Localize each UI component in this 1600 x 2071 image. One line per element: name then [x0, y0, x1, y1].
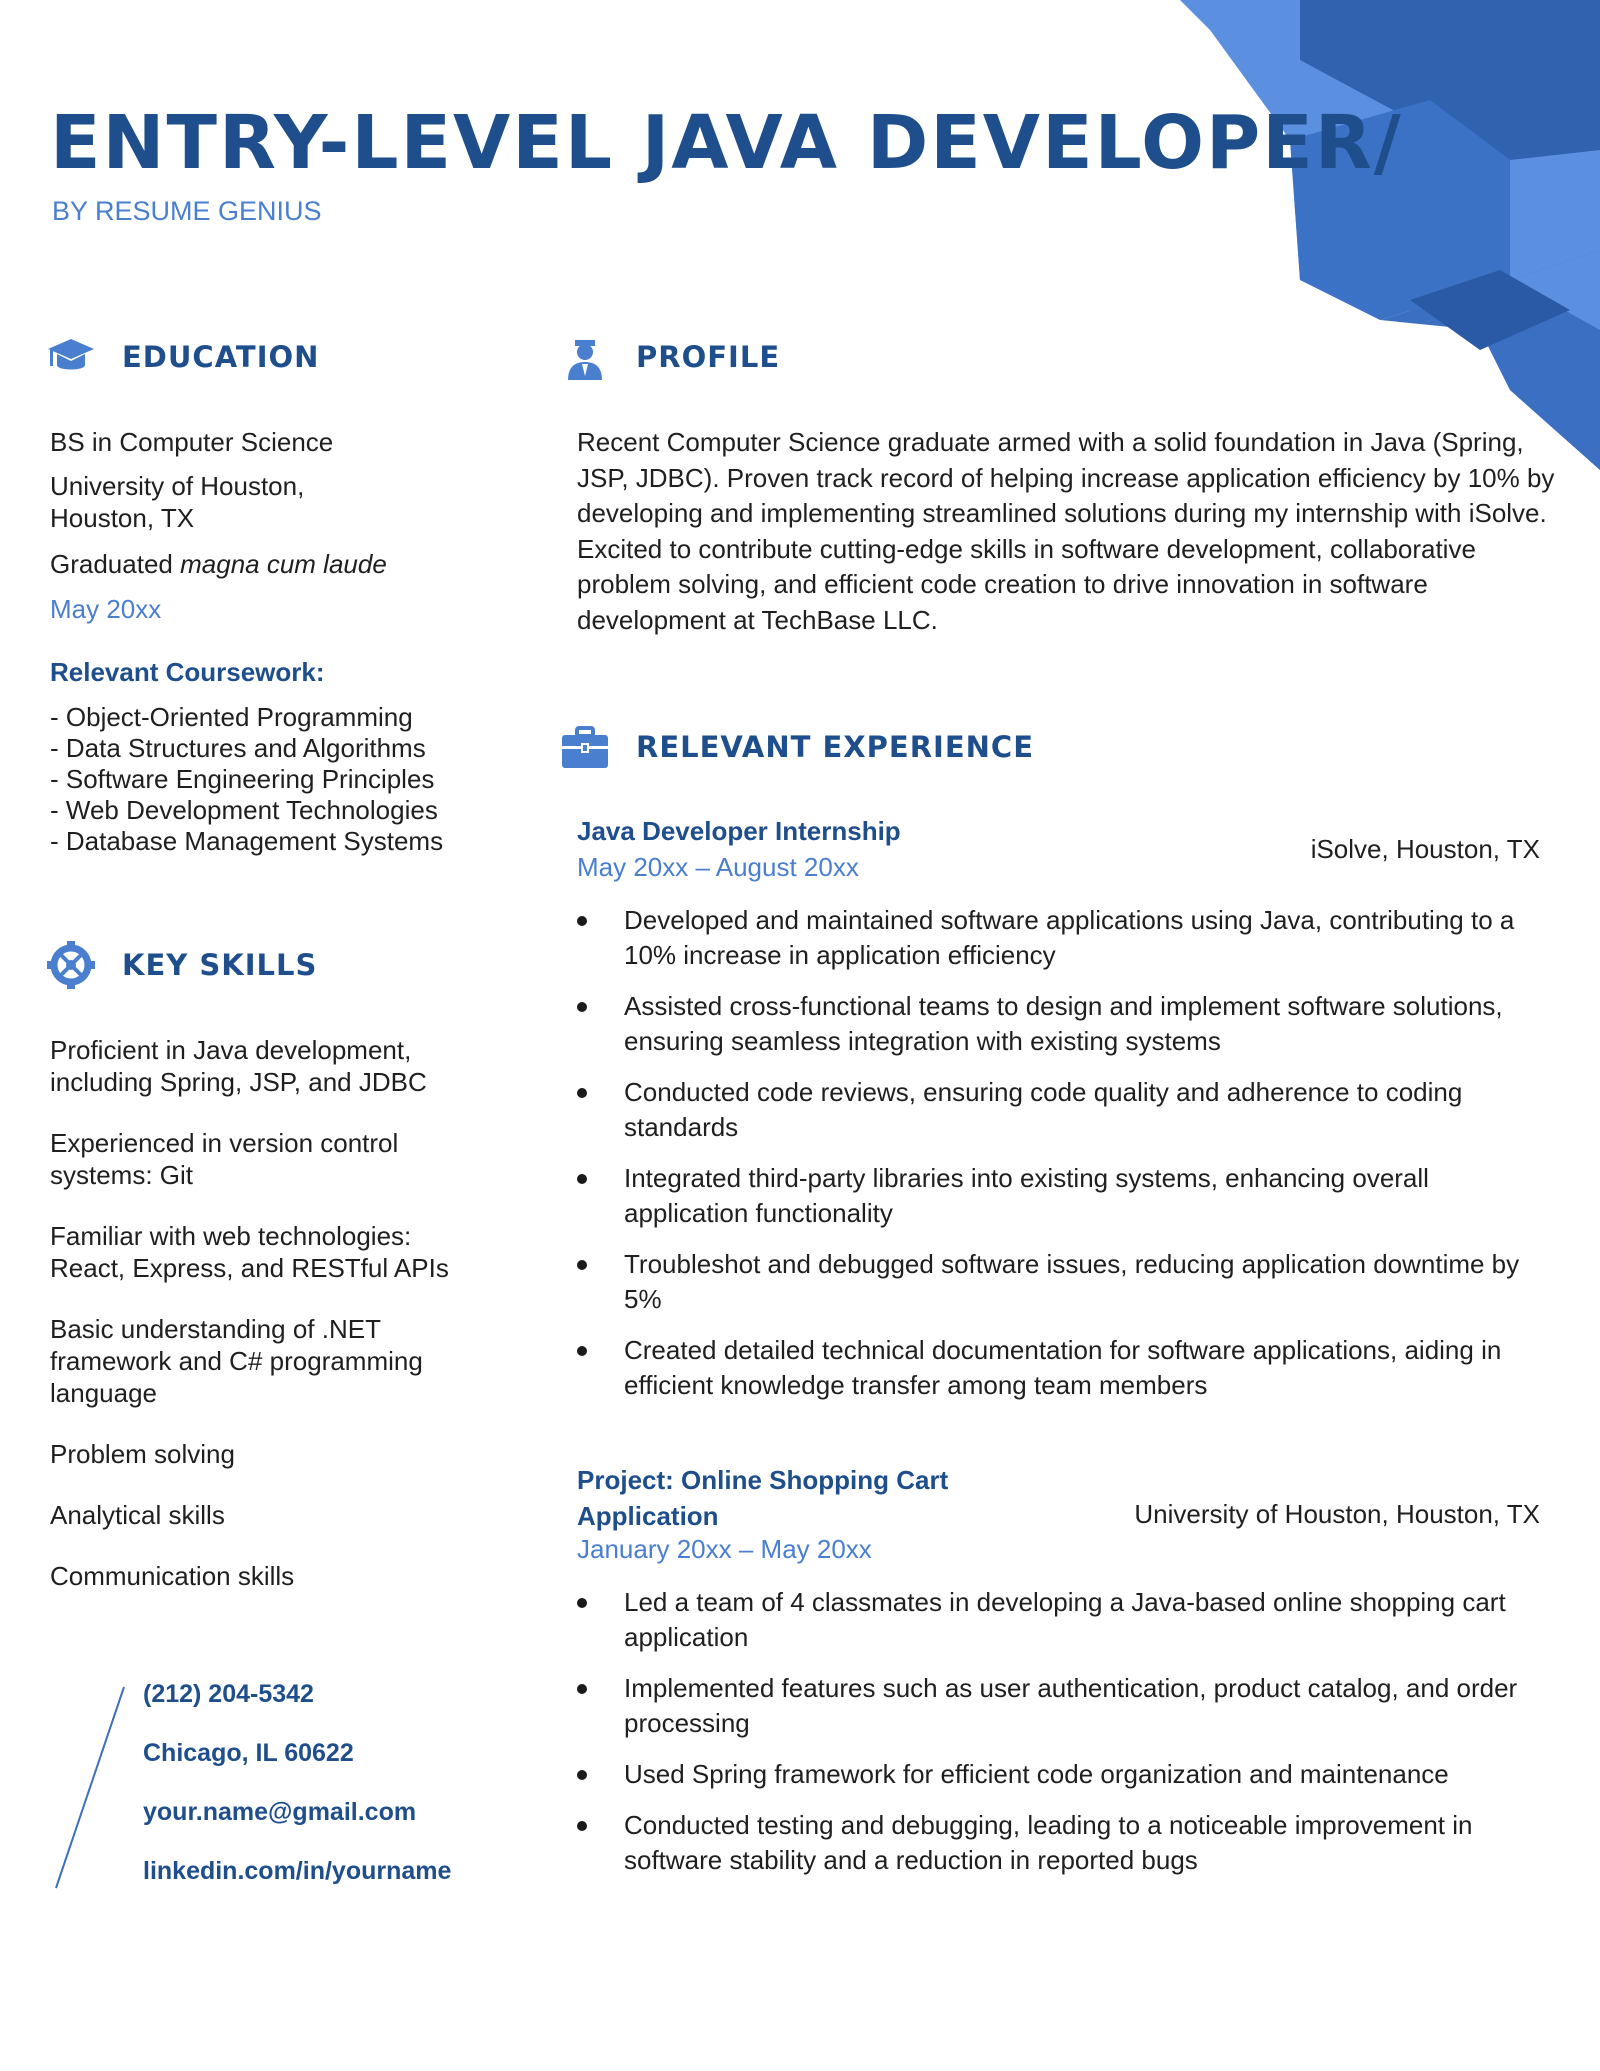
education-honors-prefix: Graduated [50, 549, 173, 579]
education-date: May 20xx [50, 594, 162, 624]
project-dates: January 20xx – May 20xx [577, 1534, 872, 1564]
skill-item: Familiar with web technologies: React, Express, and RESTful APIs [50, 1221, 449, 1283]
list-item: Conducted code reviews, ensuring code quality and adherence to coding standards [577, 1075, 1557, 1145]
skill-item: Communication skills [50, 1561, 295, 1591]
contact-linkedin[interactable]: linkedin.com/in/yourname [143, 1857, 452, 1885]
resume-title: ENTRY-LEVEL JAVA DEVELOPER/ [50, 100, 1403, 186]
skill-item: Experienced in version control systems: Git [50, 1128, 399, 1190]
list-item: - Software Engineering Principles [50, 764, 435, 794]
education-university [50, 470, 304, 534]
job-dates: May 20xx – August 20xx [577, 852, 859, 882]
coursework-list [50, 702, 443, 857]
skills-heading: KEY SKILLS [122, 948, 318, 982]
list-item: - Data Structures and Algorithms [50, 733, 426, 763]
resume-byline: BY RESUME GENIUS [52, 196, 322, 226]
project-title-line: Application [577, 1501, 719, 1531]
list-item: Assisted cross-functional teams to design and implement software solutions, ensuring seamless integration with existing systems [577, 989, 1557, 1059]
coursework-heading: Relevant Coursework: [50, 657, 325, 687]
list-item: Used Spring framework for efficient code organization and maintenance [577, 1757, 1557, 1792]
education-honors [50, 548, 387, 580]
education-honors-latin: magna cum laude [180, 549, 387, 579]
education-header [46, 332, 319, 382]
project-bullets [577, 1585, 1557, 1894]
project-location: University of Houston, Houston, TX [1134, 1499, 1540, 1529]
education-heading: EDUCATION [122, 340, 320, 374]
contact-email[interactable]: your.name@gmail.com [143, 1798, 417, 1826]
project-title-line: Project: Online Shopping Cart [577, 1465, 949, 1495]
experience-heading: RELEVANT EXPERIENCE [636, 730, 1035, 764]
skill-item: Proficient in Java development, including Spring, JSP, and JDBC [50, 1035, 427, 1097]
experience-header [560, 722, 1034, 772]
skill-item: Problem solving [50, 1439, 235, 1469]
graduation-cap-icon [46, 332, 96, 382]
skill-item: Analytical skills [50, 1500, 225, 1530]
education-university-name: University of Houston, [50, 471, 305, 501]
profile-summary: Recent Computer Science graduate armed with a solid foundation in Java (Spring, JSP, JDBC). Proven track record of helping increase application efficiency by 10% by developing and implementing streamlined solutions during my internship with iSolve. Excited to contribute cutting-edge skills in software development, collaborative problem solving, and efficient code creation to drive innovation in software development at TechBase LLC. [577, 427, 1555, 635]
decorative-corner-cubes [1180, 0, 1600, 470]
profile-heading: PROFILE [636, 340, 781, 374]
list-item: Led a team of 4 classmates in developing a Java-based online shopping cart application [577, 1585, 1557, 1655]
list-item: Created detailed technical documentation for software applications, aiding in efficient knowledge transfer among team members [577, 1333, 1557, 1403]
briefcase-icon [560, 722, 610, 772]
job-title: Java Developer Internship [577, 816, 901, 846]
education-degree: BS in Computer Science [50, 427, 334, 457]
project-title [577, 1462, 948, 1534]
list-item: Implemented features such as user authentication, product catalog, and order processing [577, 1671, 1557, 1741]
list-item: Developed and maintained software applications using Java, contributing to a 10% increase in application efficiency [577, 903, 1557, 973]
job-location: iSolve, Houston, TX [1310, 834, 1540, 864]
contact-block [143, 1680, 451, 1916]
gear-icon [46, 940, 96, 990]
profile-header [560, 332, 780, 382]
list-item: - Object-Oriented Programming [50, 702, 413, 732]
skills-header [46, 940, 317, 990]
list-item: - Database Management Systems [50, 826, 444, 856]
contact-location: Chicago, IL 60622 [143, 1739, 354, 1767]
skill-item: Basic understanding of .NET framework and C# programming language [50, 1314, 423, 1408]
contact-divider-line [50, 1685, 130, 1890]
person-icon [560, 332, 610, 382]
education-university-location: Houston, TX [50, 503, 195, 533]
job-bullets [577, 903, 1557, 1419]
contact-phone[interactable]: (212) 204-5342 [143, 1680, 314, 1708]
skills-list [50, 1034, 470, 1621]
list-item: - Web Development Technologies [50, 795, 438, 825]
list-item: Troubleshot and debugged software issues, reducing application downtime by 5% [577, 1247, 1557, 1317]
list-item: Conducted testing and debugging, leading to a noticeable improvement in software stability and a reduction in reported bugs [577, 1808, 1557, 1878]
list-item: Integrated third-party libraries into existing systems, enhancing overall application functionality [577, 1161, 1557, 1231]
